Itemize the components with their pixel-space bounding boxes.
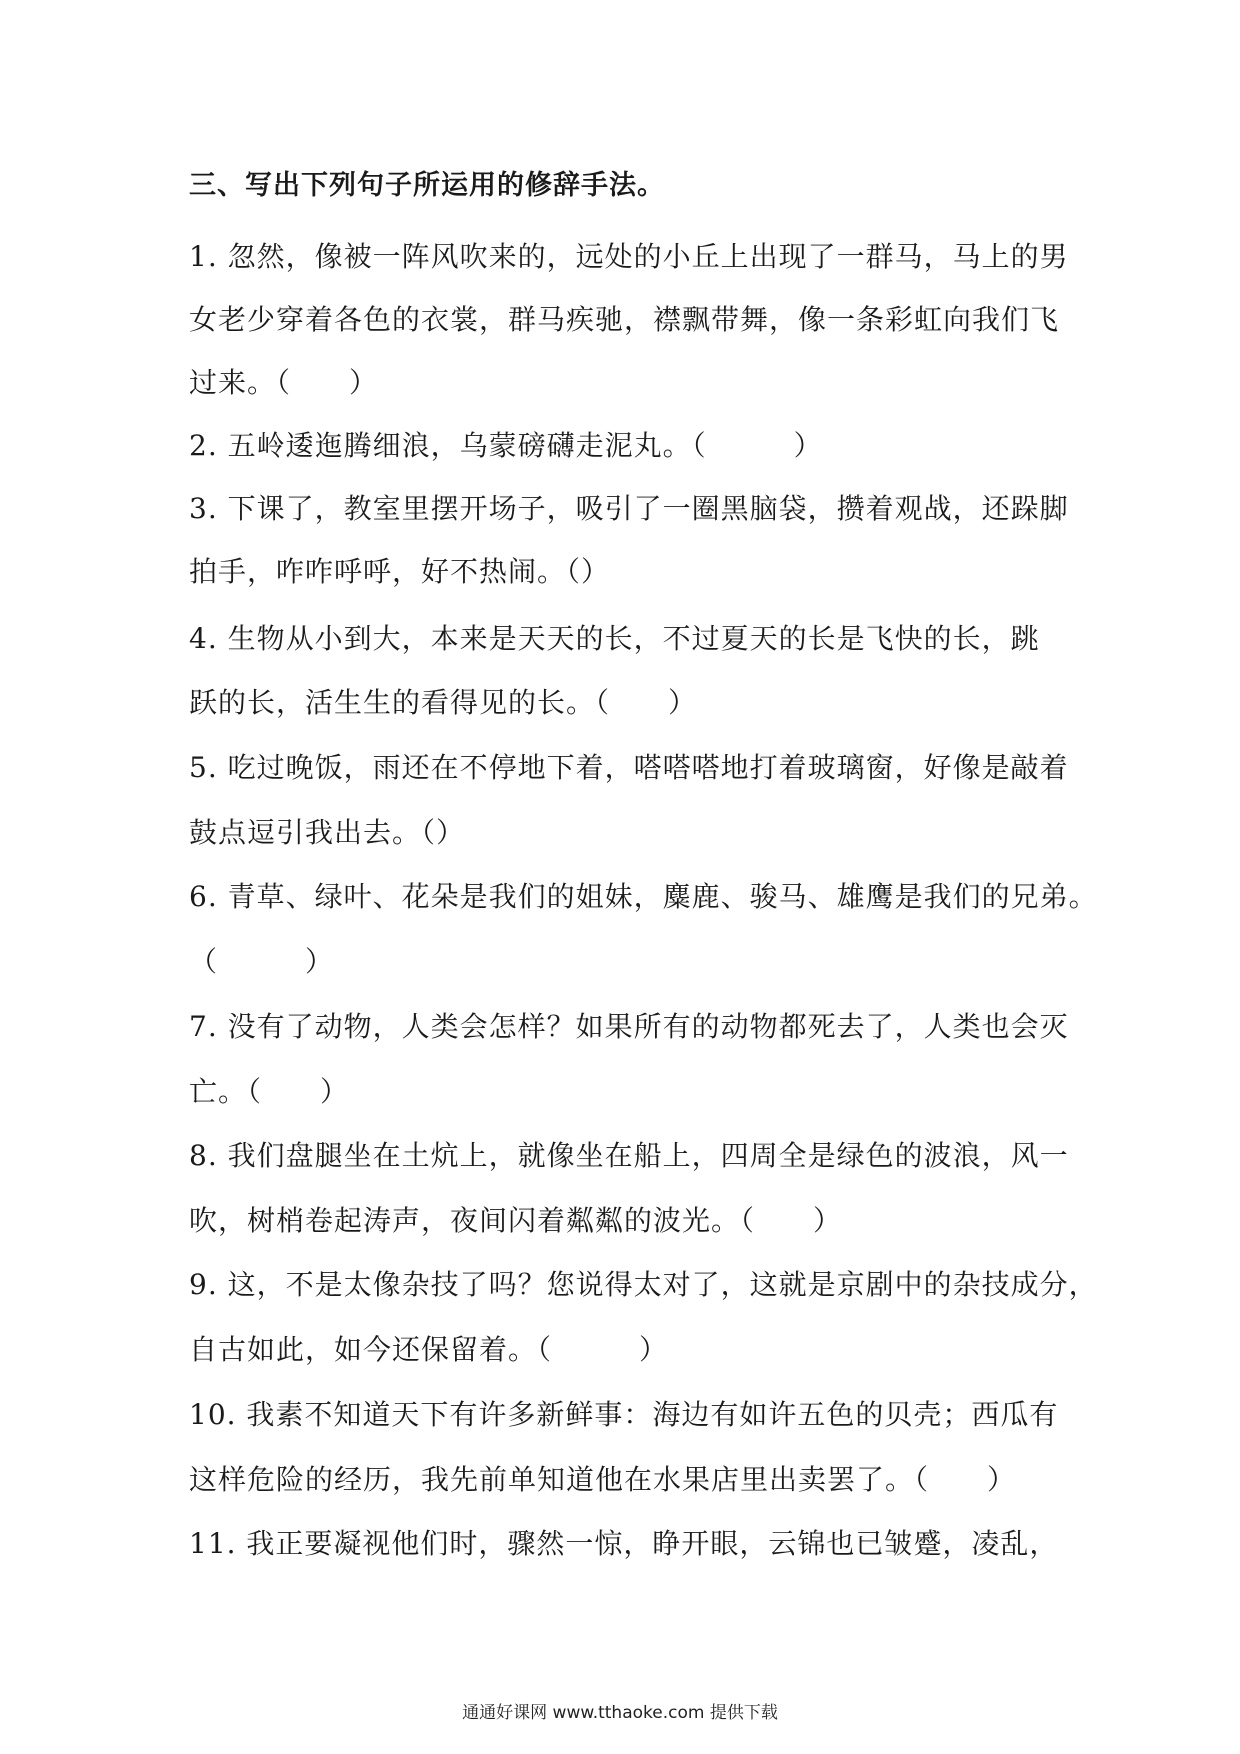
section-heading: 三、写出下列句子所运用的修辞手法。 — [189, 170, 665, 201]
question-10-line-1: 10. 我素不知道天下有许多新鲜事：海边有如许五色的贝壳；西瓜有 — [189, 1398, 1059, 1431]
question-2-line-1: 2. 五岭逶迤腾细浪，乌蒙磅礴走泥丸。（ ） — [189, 429, 823, 462]
question-4-line-2: 跃的长，活生生的看得见的长。（ ） — [189, 686, 698, 719]
question-7-line-1: 7. 没有了动物，人类会怎样？如果所有的动物都死去了，人类也会灭 — [189, 1010, 1069, 1043]
question-6-line-1: 6. 青草、绿叶、花朵是我们的姐妹，麋鹿、骏马、雄鹰是我们的兄弟。 — [189, 880, 1098, 913]
question-7-line-2: 亡。（ ） — [189, 1075, 350, 1108]
question-10-line-2: 这样危险的经历，我先前单知道他在水果店里出卖罢了。（ ） — [189, 1463, 1017, 1496]
question-5-line-2: 鼓点逗引我出去。（） — [189, 816, 466, 849]
question-3-line-2: 拍手，咋咋呼呼，好不热闹。（） — [189, 555, 611, 588]
question-1-line-2: 女老少穿着各色的衣裳，群马疾驰，襟飘带舞，像一条彩虹向我们飞 — [189, 303, 1060, 336]
question-1-line-1: 1. 忽然，像被一阵风吹来的，远处的小丘上出现了一群马，马上的男 — [189, 240, 1069, 273]
question-9-line-2: 自古如此，如今还保留着。（ ） — [189, 1333, 669, 1366]
footer-credit: 通通好课网 www.tthaoke.com 提供下载 — [462, 1703, 778, 1723]
question-4-line-1: 4. 生物从小到大，本来是天天的长，不过夏天的长是飞快的长，跳 — [189, 622, 1040, 655]
question-9-line-1: 9. 这，不是太像杂技了吗？您说得太对了，这就是京剧中的杂技成分， — [189, 1268, 1098, 1301]
question-1-line-3: 过来。（ ） — [189, 366, 379, 399]
question-6-line-2: （ ） — [189, 945, 335, 978]
question-3-line-1: 3. 下课了，教室里摆开场子，吸引了一圈黑脑袋，攒着观战，还跺脚 — [189, 492, 1069, 525]
question-11-line-1: 11. 我正要凝视他们时，骤然一惊，睁开眼，云锦也已皱蹙，凌乱， — [189, 1527, 1059, 1560]
question-5-line-1: 5. 吃过晚饭，雨还在不停地下着，嗒嗒嗒地打着玻璃窗，好像是敲着 — [189, 751, 1069, 784]
question-8-line-2: 吹，树梢卷起涛声，夜间闪着粼粼的波光。（ ） — [189, 1204, 843, 1237]
question-8-line-1: 8. 我们盘腿坐在土炕上，就像坐在船上，四周全是绿色的波浪，风一 — [189, 1139, 1069, 1172]
